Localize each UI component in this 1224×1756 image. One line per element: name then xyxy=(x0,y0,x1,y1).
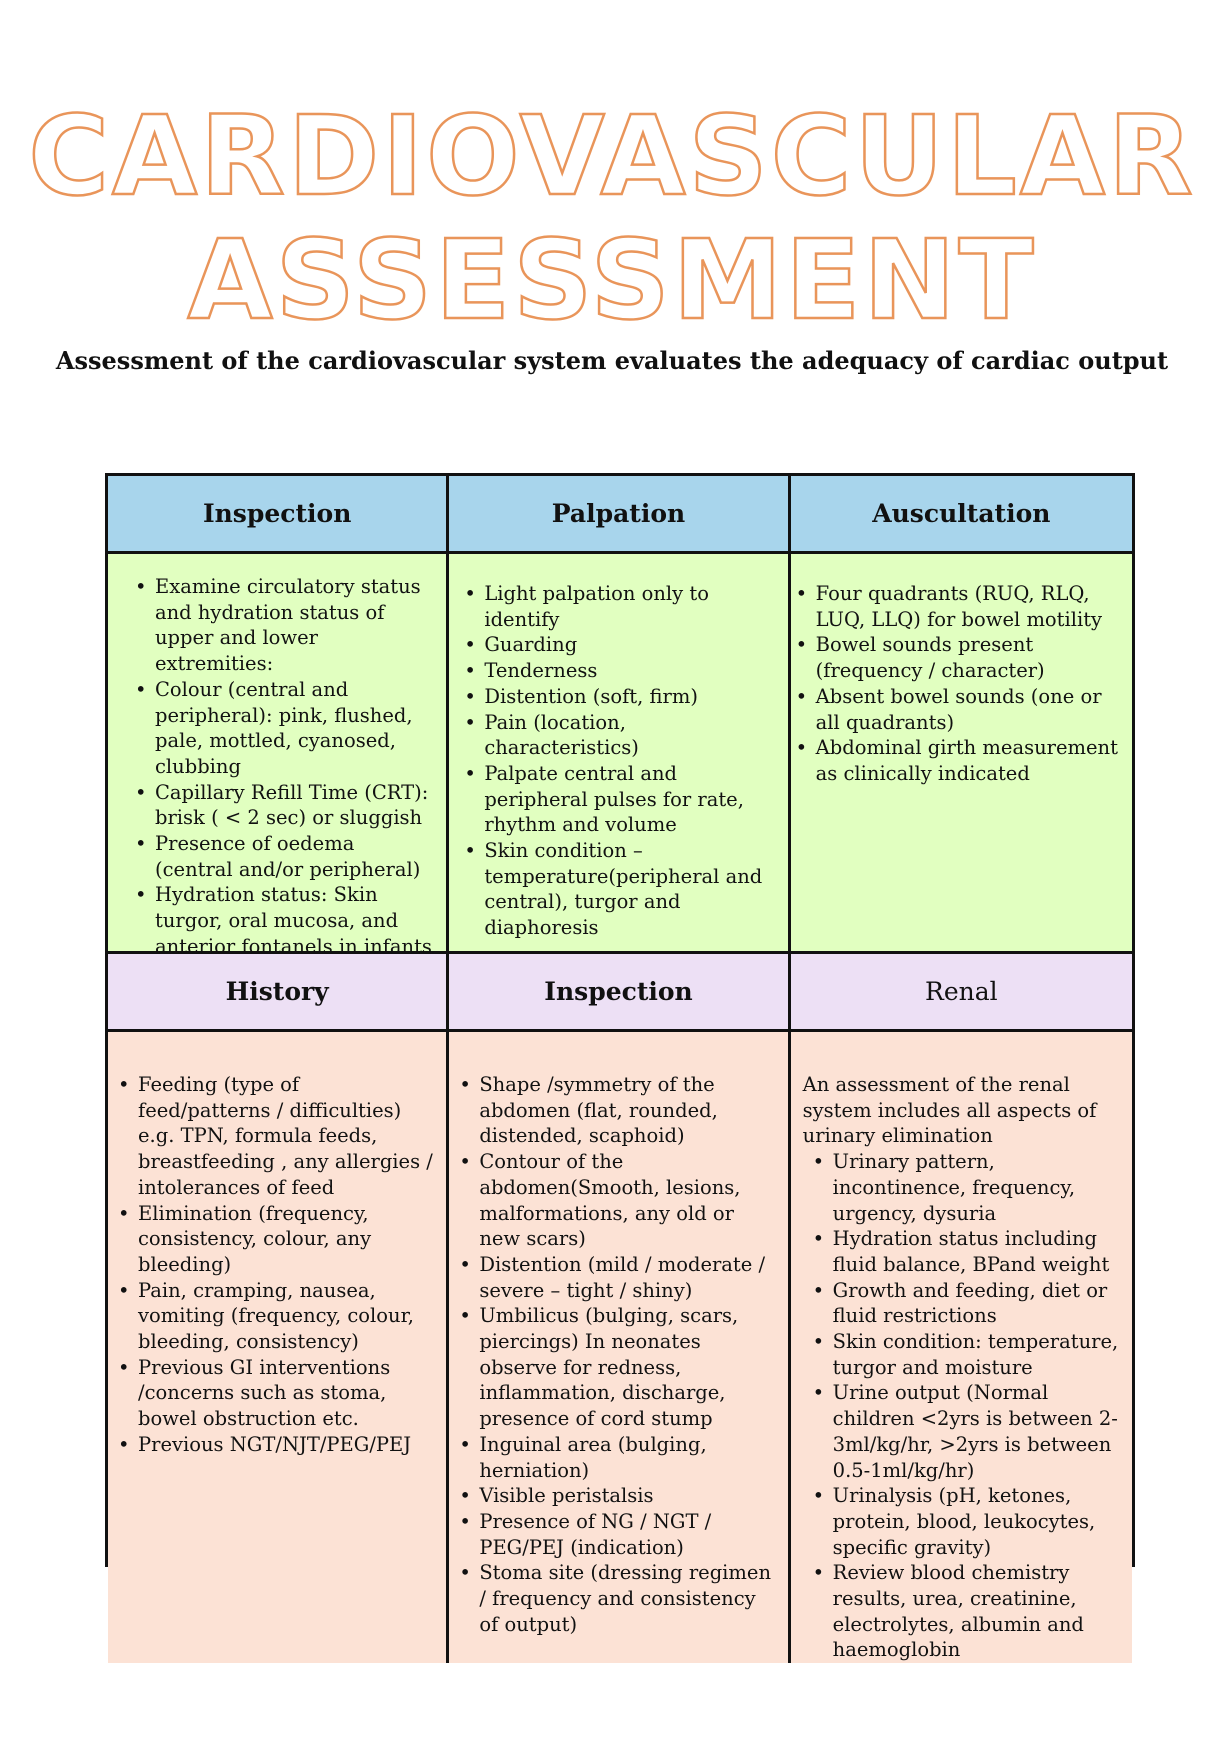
list-item: • Absent bowel sounds (one or all quadrants) xyxy=(816,684,1122,735)
palpation-list xyxy=(449,554,787,941)
list-item: • Previous GI interventions /concerns such as stoma, bowel obstruction etc. xyxy=(138,1355,436,1432)
list-item: • Urinalysis (pH, ketones, protein, blood, leukocytes, specific gravity) xyxy=(833,1483,1124,1560)
list-item: • Hydration status including fluid balance, BPand weight xyxy=(833,1226,1124,1277)
assessment-table xyxy=(105,473,1135,1662)
list-item: • Shape /symmetry of the abdomen (flat, rounded, distended, scaphoid) xyxy=(479,1072,777,1149)
list-item: • Skin condition: temperature, turgor and moisture xyxy=(833,1329,1124,1380)
title-line-2: ASSESSMENT xyxy=(187,215,1037,344)
list-item: • Tenderness xyxy=(484,658,777,684)
list-item: • Pain (location, characteristics) xyxy=(484,710,777,761)
renal-intro: An assessment of the renal system includes all aspects of urinary elimination xyxy=(802,1073,1097,1148)
header-auscultation: Auscultation xyxy=(791,476,1132,554)
list-item: • Review blood chemistry results, urea, creatinine, electrolytes, albumin and haemoglobin xyxy=(833,1560,1124,1663)
list-item: • Presence of NG / NGT / PEG/PEJ (indication) xyxy=(479,1509,777,1560)
history-cell xyxy=(108,1032,449,1663)
list-item: • Skin condition – temperature(peripheral and central), turgor and diaphoresis xyxy=(484,838,777,941)
list-item: • Bowel sounds present (frequency / character) xyxy=(816,632,1122,683)
list-item: • Four quadrants (RUQ, RLQ, LUQ, LLQ) for bowel motility xyxy=(816,581,1122,632)
list-item: • Pain, cramping, nausea, vomiting (frequency, colour, bleeding, consistency) xyxy=(138,1278,436,1355)
list-item: • Feeding (type of feed/patterns / difficulties) e.g. TPN, formula feeds, breastfeeding , any allergies / intolerances of feed xyxy=(138,1072,436,1201)
list-item: • Distention (mild / moderate / severe – tight / shiny) xyxy=(479,1252,777,1303)
list-item: • Presence of oedema (central and/or peripheral) xyxy=(155,831,436,882)
header-history: History xyxy=(108,954,449,1032)
list-item: • Growth and feeding, diet or fluid restrictions xyxy=(833,1278,1124,1329)
title-line-1: CARDIOVASCULAR xyxy=(28,91,1196,220)
list-item: • Examine circulatory status and hydration status of upper and lower extremities: xyxy=(155,574,436,677)
list-item: • Contour of the abdomen(Smooth, lesions, malformations, any old or new scars) xyxy=(479,1149,777,1252)
list-item: • Guarding xyxy=(484,632,777,658)
header-inspection-2: Inspection xyxy=(449,954,790,1032)
list-item: • Umbilicus (bulging, scars, piercings) In neonates observe for redness, inflammation, discharge, presence of cord stump xyxy=(479,1303,777,1432)
palpation-cell xyxy=(449,554,790,954)
list-item: • Elimination (frequency, consistency, colour, any bleeding) xyxy=(138,1201,436,1278)
renal-cell xyxy=(791,1032,1132,1663)
header-inspection: Inspection xyxy=(108,476,449,554)
list-item: • Light palpation only to identify xyxy=(484,581,777,632)
auscultation-cell xyxy=(791,554,1132,954)
list-item: • Colour (central and peripheral): pink, flushed, pale, mottled, cyanosed, clubbing xyxy=(155,677,436,780)
auscultation-list xyxy=(791,554,1132,787)
list-item: • Hydration status: Skin turgor, oral mucosa, and anterior fontanels in infants xyxy=(155,882,436,959)
renal-list xyxy=(803,1149,1124,1663)
list-item: • Visible peristalsis xyxy=(479,1483,777,1509)
list-item: • Inguinal area (bulging, herniation) xyxy=(479,1432,777,1483)
header-renal: Renal xyxy=(791,954,1132,1032)
list-item: • Urinary pattern, incontinence, frequency, urgency, dysuria xyxy=(833,1149,1124,1226)
list-item: • Capillary Refill Time (CRT): brisk ( < 2 sec) or sluggish xyxy=(155,780,436,831)
history-list xyxy=(108,1032,446,1458)
header-palpation: Palpation xyxy=(449,476,790,554)
list-item: • Palpate central and peripheral pulses for rate, rhythm and volume xyxy=(484,761,777,838)
list-item: • Distention (soft, firm) xyxy=(484,684,777,710)
inspection-2-cell xyxy=(449,1032,790,1663)
subtitle: Assessment of the cardiovascular system evaluates the adequacy of cardiac output xyxy=(55,346,1169,375)
inspection-cell xyxy=(108,554,449,958)
inspection-2-list xyxy=(449,1032,787,1637)
list-item: • Abdominal girth measurement as clinically indicated xyxy=(816,735,1122,786)
list-item: • Urine output (Normal children <2yrs is between 2-3ml/kg/hr, >2yrs is between 0.5-1ml/kg/hr) xyxy=(833,1380,1124,1483)
list-item: • Previous NGT/NJT/PEG/PEJ xyxy=(138,1432,436,1458)
inspection-list xyxy=(108,554,446,960)
page-title xyxy=(0,91,1224,344)
list-item: • Stoma site (dressing regimen / frequency and consistency of output) xyxy=(479,1560,777,1637)
